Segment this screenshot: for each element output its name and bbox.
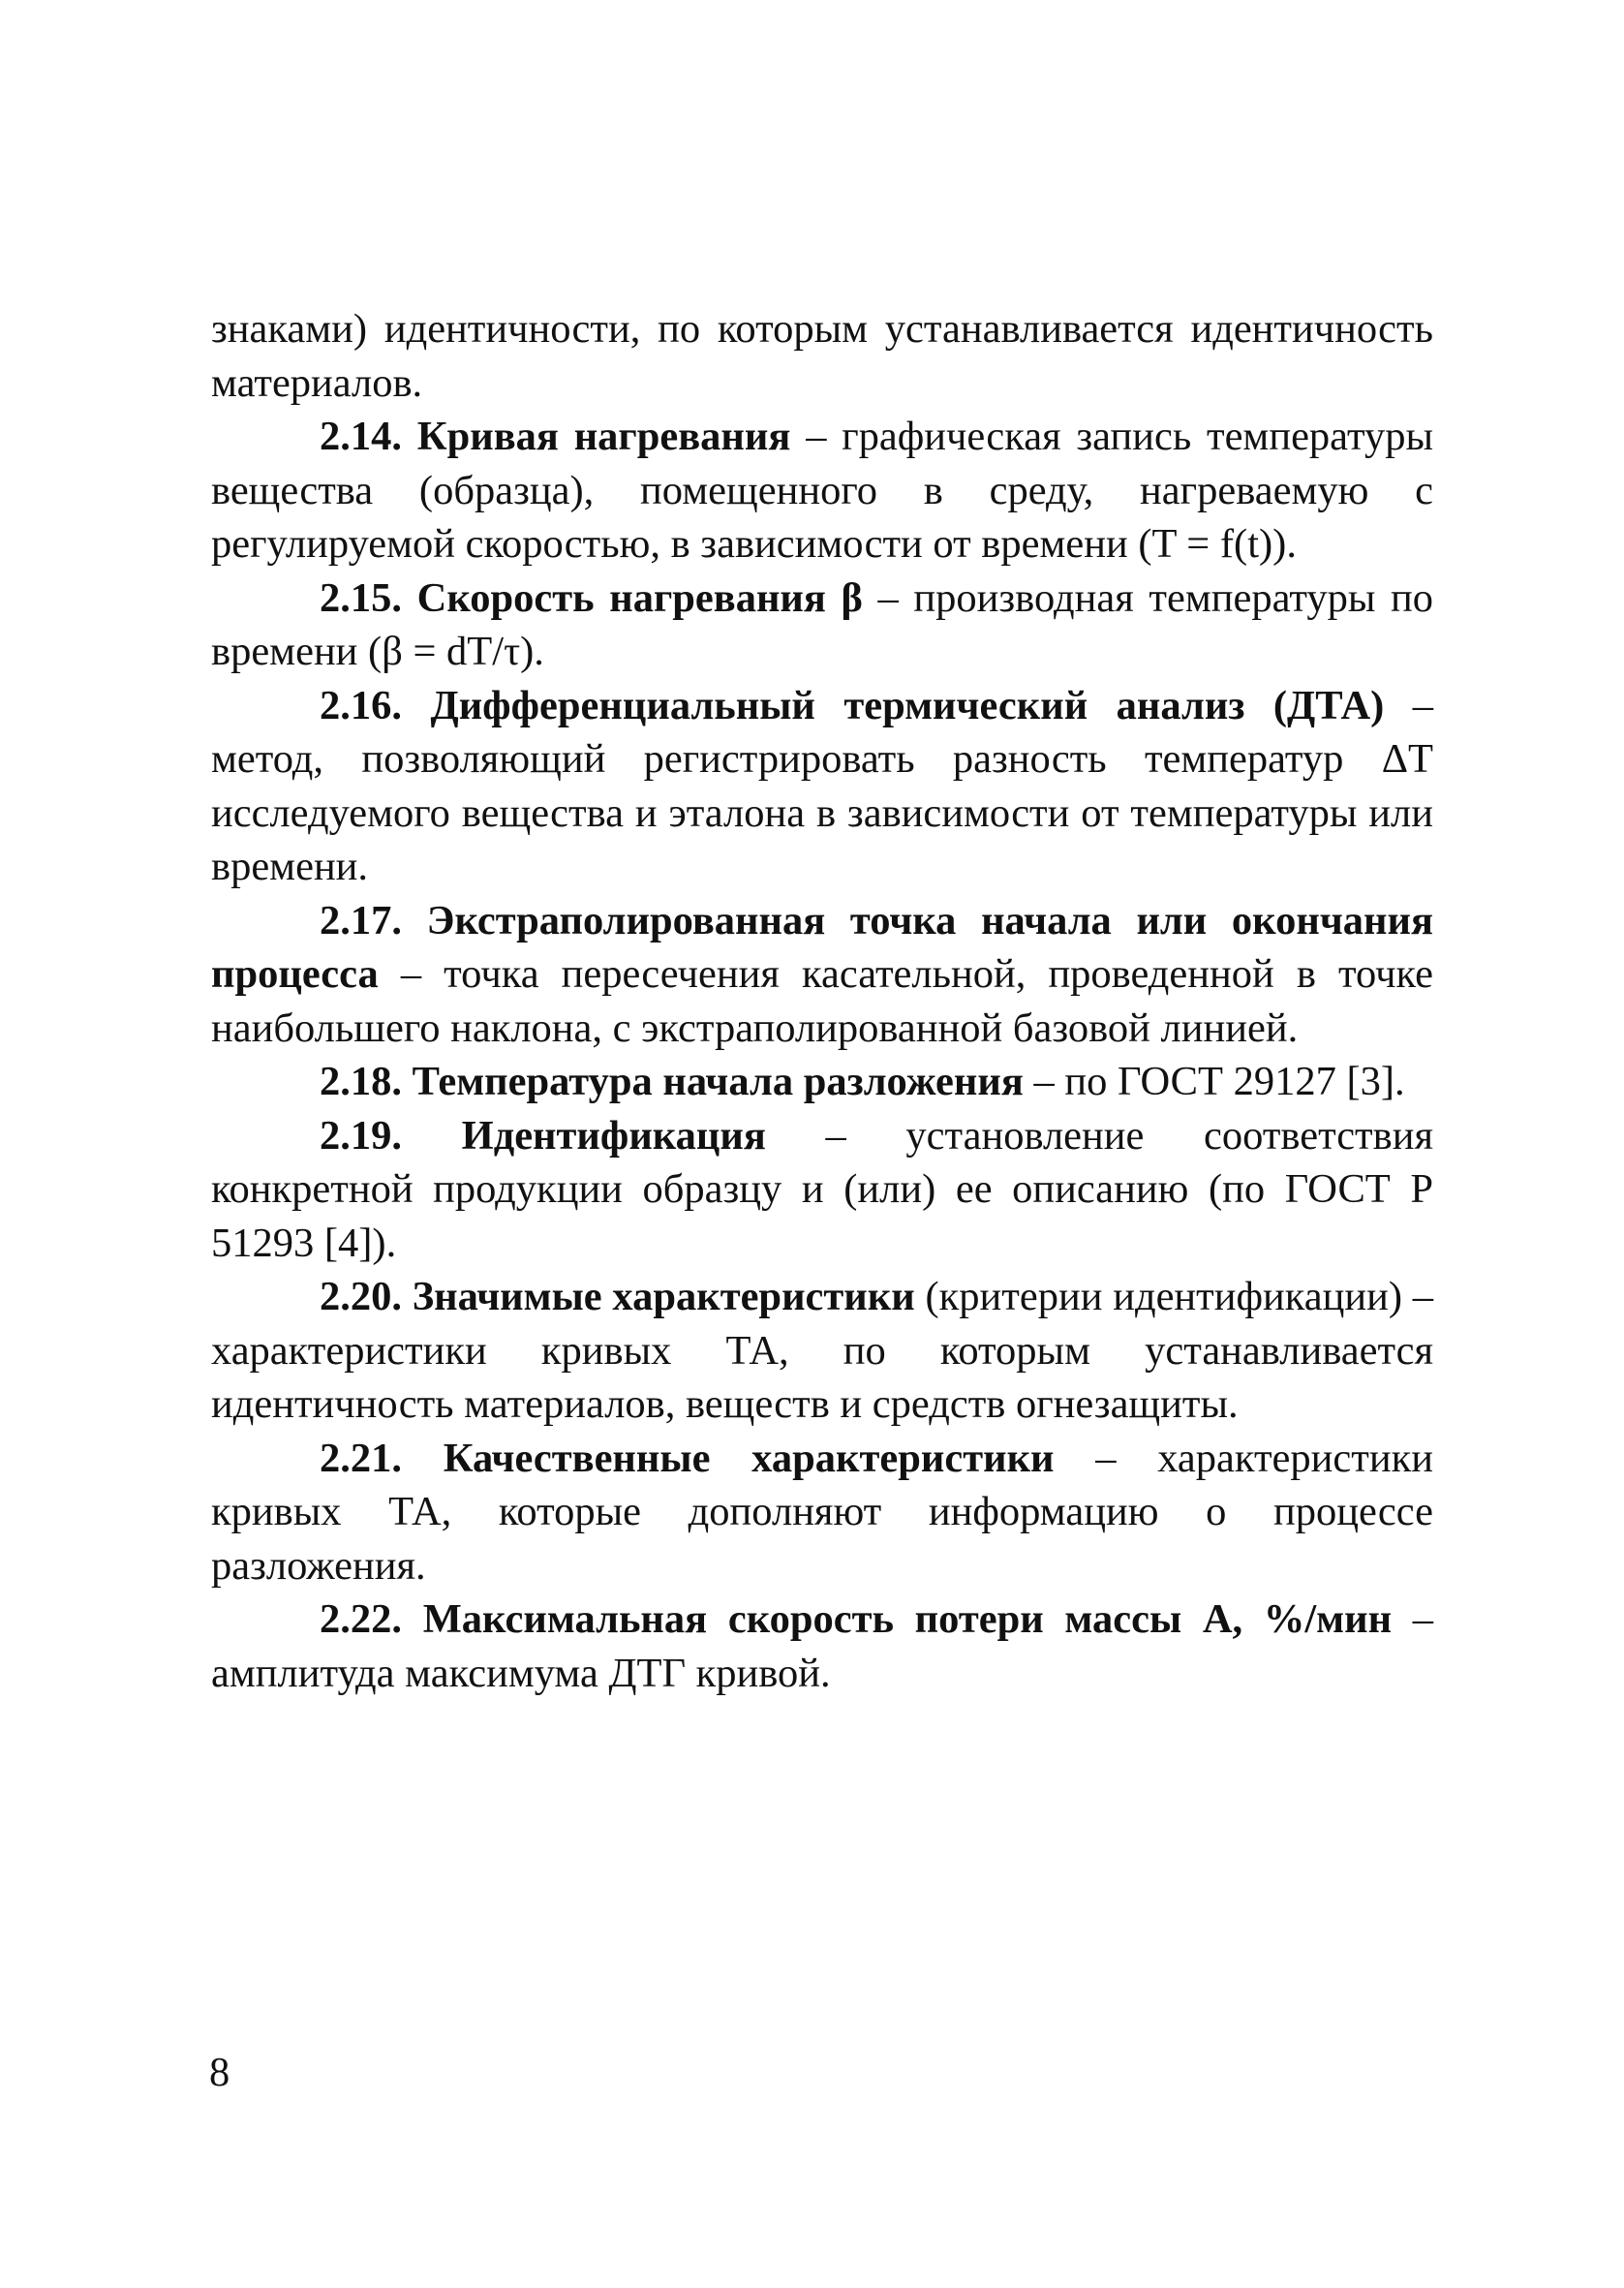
- definition-text: – метод, позволяющий регистрировать разность температур ΔT исследуемого вещества и эталона в зависимости от температуры или времени.: [211, 682, 1434, 889]
- definition-number: 2.22.: [320, 1596, 402, 1642]
- page-number: 8: [209, 2050, 230, 2095]
- definition-text: – по ГОСТ 29127 [3].: [1033, 1059, 1405, 1104]
- definition-term: [320, 414, 806, 459]
- definition-term: [320, 575, 878, 621]
- definition-2-22: [211, 1592, 1433, 1700]
- definition-term: [320, 1059, 1033, 1104]
- definition-number: 2.17.: [320, 897, 402, 943]
- definition-2-15: [211, 572, 1433, 679]
- definition-term-text: Скорость нагревания β: [416, 574, 863, 621]
- definition-number: 2.18.: [320, 1059, 402, 1104]
- definition-term: [320, 1113, 826, 1159]
- definition-number: 2.14.: [320, 414, 402, 459]
- definition-number: 2.21.: [320, 1435, 402, 1481]
- definition-text: – характеристики кривых ТА, которые дополняют информацию о процессе разложения.: [211, 1435, 1433, 1589]
- definition-2-19: [211, 1109, 1433, 1271]
- definition-number: 2.15.: [320, 574, 402, 621]
- definition-number: 2.16.: [320, 682, 402, 728]
- definition-2-21: [211, 1432, 1433, 1593]
- definition-number: 2.20.: [320, 1274, 402, 1319]
- definition-text: – точка пересечения касательной, проведенной в точке наибольшего наклона, с экстраполированной базовой линией.: [211, 951, 1433, 1051]
- document-body: [211, 302, 1433, 1700]
- definition-term: [320, 1436, 1095, 1481]
- definition-term-text: Кривая нагревания: [416, 414, 791, 459]
- definition-2-20: [211, 1270, 1433, 1432]
- definition-term: [320, 1596, 1413, 1642]
- definition-term-text: Температура начала разложения: [412, 1059, 1024, 1104]
- definition-term-text: Значимые характеристики: [412, 1274, 915, 1319]
- definition-text: (критерии идентификации) – характеристики кривых ТА, по которым устанавливается идентичность материалов, веществ и средств огнезащиты.: [211, 1274, 1433, 1427]
- definition-term-text: Качественные характеристики: [443, 1435, 1055, 1481]
- definition-text: – установление соответствия конкретной продукции образцу и (или) ее описанию (по ГОСТ Р 51293 [4]).: [211, 1112, 1433, 1266]
- definition-term-text: Дифференциальный термический анализ (ДТА): [430, 682, 1385, 728]
- definition-number: 2.19.: [320, 1112, 402, 1159]
- definition-2-14: [211, 410, 1433, 572]
- definition-term-text: Экстраполированная точка начала или окончания процесса: [211, 897, 1434, 997]
- definition-2-16: [211, 679, 1433, 894]
- lead-paragraph: знаками) идентичности, по которым устанавливается идентичность материалов.: [211, 306, 1433, 406]
- definition-term: [320, 683, 1413, 728]
- definition-term: [320, 1274, 926, 1319]
- definition-2-18: [211, 1055, 1433, 1109]
- definition-term-text: Максимальная скорость потери массы A, %/мин: [422, 1596, 1393, 1642]
- definition-2-17: [211, 894, 1433, 1056]
- definition-text: – графическая запись температуры вещества (образца), помещенного в среду, нагреваемую с регулируемой скоростью, в зависимости от времени (T = f(t)).: [211, 414, 1434, 567]
- definition-term-text: Идентификация: [461, 1112, 766, 1159]
- definition-text: – производная температуры по времени (β = dT/τ).: [211, 574, 1434, 674]
- definition-text: – амплитуда максимума ДТГ кривой.: [211, 1596, 1434, 1696]
